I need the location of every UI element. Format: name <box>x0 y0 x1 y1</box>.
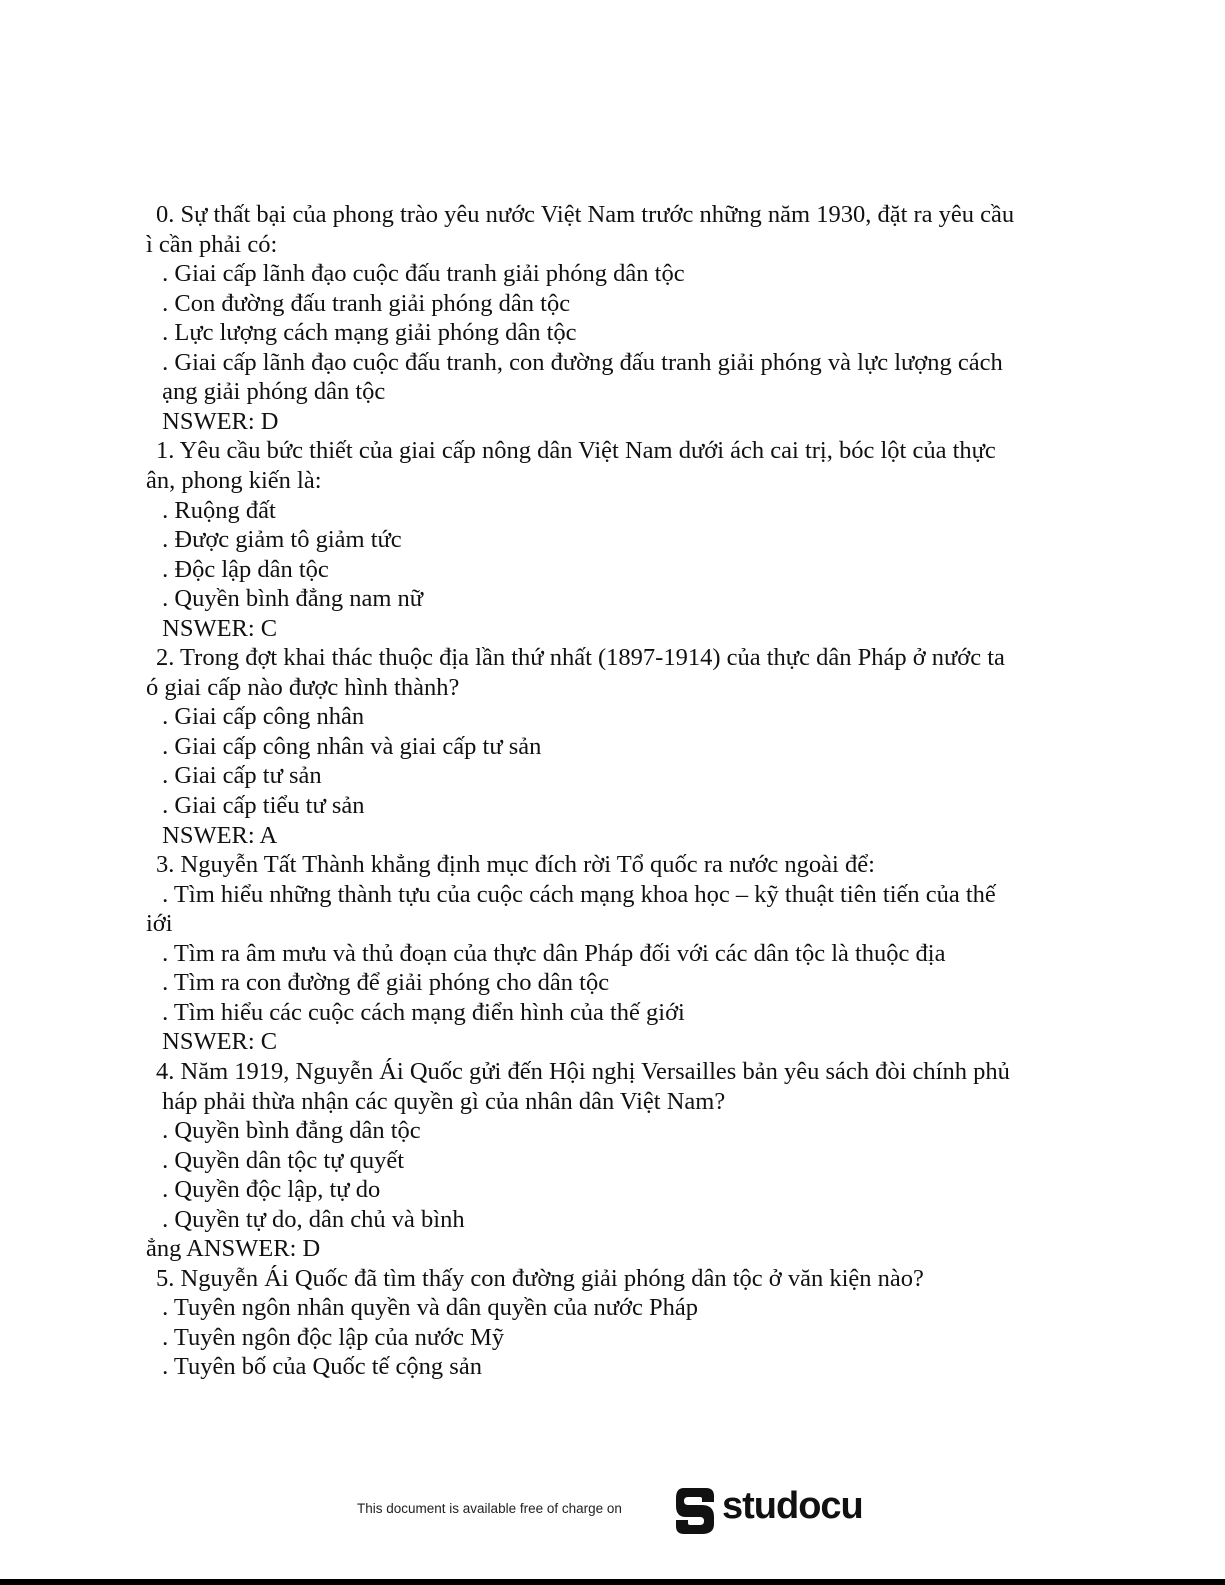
document-line: . Tuyên ngôn nhân quyền và dân quyền của nước Pháp <box>156 1294 699 1321</box>
document-line: NSWER: C <box>156 1028 278 1055</box>
document-line: . Lực lượng cách mạng giải phóng dân tộc <box>156 319 577 346</box>
document-line: 2. Trong đợt khai thác thuộc địa lần thứ nhất (1897-1914) của thực dân Pháp ở nước ta <box>156 644 1005 671</box>
document-line: . Được giảm tô giảm tức <box>156 526 402 553</box>
document-line: . Độc lập dân tộc <box>156 556 329 583</box>
footer-availability-text: This document is available free of charge on <box>357 1501 622 1516</box>
document-line: iới <box>146 910 173 937</box>
document-line: . Tìm hiểu những thành tựu của cuộc cách mạng khoa học – kỹ thuật tiên tiến của thế <box>156 881 996 908</box>
document-line: NSWER: D <box>156 408 279 435</box>
studocu-brand-name: studocu <box>722 1485 863 1527</box>
document-line: . Tìm hiểu các cuộc cách mạng điển hình của thế giới <box>156 999 685 1026</box>
document-line: 1. Yêu cầu bức thiết của giai cấp nông dân Việt Nam dưới ách cai trị, bóc lột của thực <box>156 437 996 464</box>
document-line: ân, phong kiến là: <box>146 467 322 494</box>
document-line: ẳng ANSWER: D <box>146 1235 321 1262</box>
document-line: . Quyền bình đẳng nam nữ <box>156 585 424 612</box>
page-bottom-border <box>0 1579 1225 1585</box>
document-line: . Giai cấp lãnh đạo cuộc đấu tranh, con đường đấu tranh giải phóng và lực lượng cách <box>156 349 1003 376</box>
document-line: . Giai cấp lãnh đạo cuộc đấu tranh giải phóng dân tộc <box>156 260 685 287</box>
document-line: . Ruộng đất <box>156 497 276 524</box>
document-line: . Quyền tự do, dân chủ và bình <box>156 1206 465 1233</box>
document-line: ạng giải phóng dân tộc <box>156 378 386 405</box>
document-line: . Tuyên bố của Quốc tế cộng sản <box>156 1353 482 1380</box>
document-line: ó giai cấp nào được hình thành? <box>146 674 460 701</box>
document-line: . Tìm ra âm mưu và thủ đoạn của thực dân Pháp đối với các dân tộc là thuộc địa <box>156 940 946 967</box>
document-line: 5. Nguyễn Ái Quốc đã tìm thấy con đường giải phóng dân tộc ở văn kiện nào? <box>156 1265 924 1292</box>
document-line: NSWER: A <box>156 822 278 849</box>
document-line: . Con đường đấu tranh giải phóng dân tộc <box>156 290 571 317</box>
studocu-logo-icon <box>672 1486 718 1536</box>
document-line: 4. Năm 1919, Nguyễn Ái Quốc gửi đến Hội nghị Versailles bản yêu sách đòi chính phủ <box>156 1058 1010 1085</box>
document-line: 0. Sự thất bại của phong trào yêu nước Việt Nam trước những năm 1930, đặt ra yêu cầu <box>156 201 1015 228</box>
document-line: . Giai cấp tư sản <box>156 762 322 789</box>
document-line: . Giai cấp tiểu tư sản <box>156 792 365 819</box>
document-line: . Tuyên ngôn độc lập của nước Mỹ <box>156 1324 505 1351</box>
document-line: 3. Nguyễn Tất Thành khẳng định mục đích rời Tổ quốc ra nước ngoài để: <box>156 851 875 878</box>
document-line: . Tìm ra con đường để giải phóng cho dân tộc <box>156 969 610 996</box>
document-line: . Quyền độc lập, tự do <box>156 1176 381 1203</box>
document-line: . Quyền dân tộc tự quyết <box>156 1147 405 1174</box>
studocu-footer <box>0 1482 1225 1542</box>
document-line: . Giai cấp công nhân <box>156 703 365 730</box>
document-line: ì cần phải có: <box>146 231 278 258</box>
document-line: . Giai cấp công nhân và giai cấp tư sản <box>156 733 542 760</box>
document-line: háp phải thừa nhận các quyền gì của nhân dân Việt Nam? <box>156 1088 726 1115</box>
document-line: NSWER: C <box>156 615 278 642</box>
document-line: . Quyền bình đẳng dân tộc <box>156 1117 421 1144</box>
